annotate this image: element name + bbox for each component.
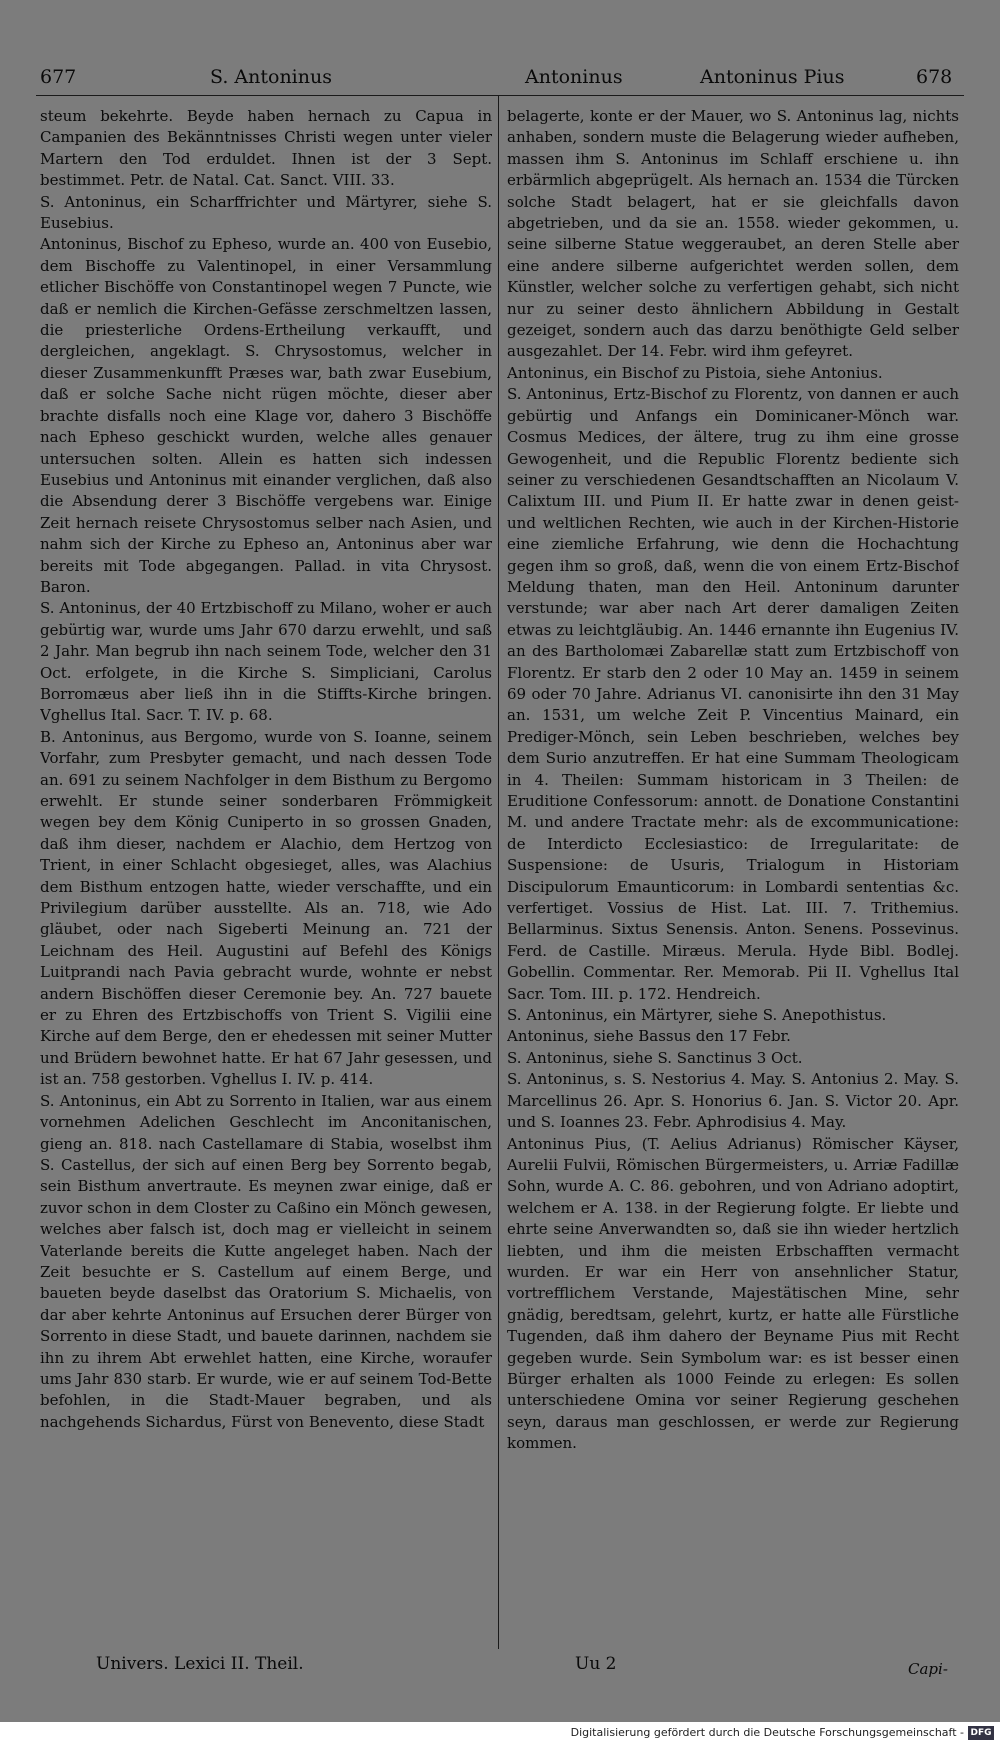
catchword: Capi- xyxy=(908,1660,948,1678)
right-entry: S. Antoninus, ein Märtyrer, siehe S. Anepothistus. xyxy=(507,1006,887,1025)
right-entry: Antoninus Pius, (T. Aelius Adrianus) Römischer Käyser, Aurelii Fulvii, Römischen Bürgermeisters, u. Arriæ Fadillæ Sohn, wurde A. C. 86. gebohren, und von Adriano adoptirt, welchem er A. 138. in der Regierung folgte. Er liebte und ehrte seine Anverwandten so, daß sie ihn wieder hertzlich liebten, und ihm die meisten Erbschafften vermacht wurden. Er war ein Herr von ansehnlicher Statur, vortrefflichem Verstande, Majestätischen Mine, sehr gnädig, beredtsam, gelehrt, kurtz, er hatte alle Fürstliche Tugenden, daß ihm dahero der Beyname Pius mit Recht gegeben wurde. Sein Symbolum war: es ist besser einen Bürger erhalten als 1000 Feinde zu erlegen: Es sollen unterschiedene Omina vor seiner Regierung geschehen seyn, daraus man geschlossen, er werde zur Regierung kommen. xyxy=(507,1134,959,1453)
right-entry: Antoninus, siehe Bassus den 17 Febr. xyxy=(507,1027,791,1046)
right-entry: S. Antoninus, s. S. Nestorius 4. May. S. Antonius 2. May. S. Marcellinus 26. Apr. S. Honorius 6. Jan. S. Victor 20. Apr. und S. Ioannes 23. Febr. Aphrodisius 4. May. xyxy=(507,1070,959,1132)
right-entry: belagerte, konte er der Mauer, wo S. Antoninus lag, nichts anhaben, sondern muste die Belagerung wieder aufheben, massen ihm S. Antoninus im Schlaff erschiene u. ihn erbärmlich abgeprügelt. Als hernach an. 1534 die Türcken solche Stadt belagert, hat er sie gleichfalls davon abgetrieben, und da sie an. 1558. wieder gekommen, u. seine silberne Statue weggeraubet, an deren Stelle aber eine andere silberne aufgerichtet werden sollen, dem Künstler, welcher solche zu verfertigen gehabt, sich nicht nur zu seiner desto ähnlichern Abbildung in Gestalt gezeiget, sondern auch das darzu benöthigte Geld selber ausgezahlet. Der 14. Febr. wird ihm gefeyret. xyxy=(507,107,959,361)
left-entry: steum bekehrte. Beyde haben hernach zu Capua in Campanien des Bekänntnisses Christi wegen unter vieler Martern den Tod erduldet. Ihnen ist der 3 Sept. bestimmet. Petr. de Natal. Cat. Sanct. VIII. 33. xyxy=(40,107,492,190)
left-entry: S. Antoninus, ein Scharffrichter und Märtyrer, siehe S. Eusebius. xyxy=(40,192,492,233)
left-entry: Antoninus, Bischof zu Epheso, wurde an. 400 von Eusebio, dem Bischoffe zu Valentinopel, in einer Versammlung etlicher Bischöffe von Constantinopel wegen 7 Puncte, wie daß er nemlich die Kirchen-Gefässe zerschmeltzen lassen, die priesterliche Ordens-Ertheilung verkaufft, und dergleichen, angeklagt. S. Chrysostomus, welcher in dieser Zusammenkunfft Præses war, bath zwar Eusebium, daß er solche Sache nicht rügen möchte, dieser aber brachte disfalls noch eine Klage vor, dahero 3 Bischöffe nach Epheso geschickt wurden, welche alles genauer untersuchen solten. Allein es hatten sich indessen Eusebius und Antoninus mit einander verglichen, daß also die Absendung derer 3 Bischöffe vergebens war. Einige Zeit hernach reisete Chrysostomus selber nach Asien, und nahm sich der Kirche zu Epheso an, Antoninus aber war bereits mit Tode abgegangen. Pallad. in vita Chrysost. Baron. xyxy=(40,235,492,596)
left-entry: B. Antoninus, aus Bergomo, wurde von S. Ioanne, seinem Vorfahr, zum Presbyter gemacht, und nach dessen Tode an. 691 zu seinem Nachfolger in dem Bisthum zu Bergomo erwehlt. Er stunde seiner sonderbaren Frömmigkeit wegen bey dem König Cuniperto in so grossen Gnaden, daß ihm dieser, nachdem er Alachio, dem Hertzog von Trient, in einer Schlacht obgesieget, alles, was Alachius dem Bisthum entzogen hatte, wieder verschaffte, und ein Privilegium darüber ausstellte. Als an. 718, wie Ado gläubet, oder nach Sigeberti Meinung an. 721 der Leichnam des Heil. Augustini auf Befehl des Königs Luitprandi nach Pavia gebracht wurde, wohnte er nebst andern Bischöffen dieser Ceremonie bey. An. 727 bauete er zu Ehren des Ertzbischoffs von Trient S. Vigilii eine Kirche auf dem Berge, den er ehedessen mit seiner Mutter und Brüdern bewohnet hatte. Er hat 67 Jahr gesessen, und ist an. 758 gestorben. Vghellus I. IV. p. 414. xyxy=(40,727,492,1089)
footer-credit: Digitalisierung gefördert durch die Deutsche Forschungsgemeinschaft - xyxy=(570,1726,964,1739)
right-entry: S. Antoninus, Ertz-Bischof zu Florentz, von dannen er auch gebürtig und Anfangs ein Dominicaner-Mönch war. Cosmus Medices, der ältere, trug zu ihm eine grosse Gewogenheit, und die Republic Florentz bediente sich seiner zu verschiedenen Gesandtschafften an Nicolaum V. Calixtum III. und Pium II. Er hatte zwar in denen geist- und weltlichen Rechten, wie auch in der Kirchen-Historie eine ziemliche Erfahrung, wie denn die Hochachtung gegen ihm so groß, daß, wenn die von einem Ertz-Bischof Meldung thaten, man den Heil. Antoninum darunter verstunde; war aber nach Art derer damaligen Zeiten etwas zu leichtgläubig. An. 1446 ernannte ihn Eugenius IV. an des Bartholomæi Zabarellæ statt zum Ertzbischoff von Florentz. Er starb den 2 oder 10 May an. 1459 in seinem 69 oder 70 Jahre. Adrianus VI. canonisirte ihn den 31 May an. 1531, um welche Zeit P. Vincentius Mainard, ein Prediger-Mönch, sein Leben beschrieben, welches bey dem Surio anzutreffen. Er hat eine Summam Theologicam in 4. Theilen: Summam historicam in 3 Theilen: de Eruditione Confessorum: annott. de Donatione Constantini M. und andere Tractate mehr: als de excommunicatione: de Interdicto Ecclesiastico: de Irregularitate: de Suspensione: de Usuris, Trialogum in Historiam Discipulorum Emaunticorum: in Lombardi sententias &c. verfertiget. Vossius de Hist. Lat. III. 7. Trithemius. Bellarminus. Sixtus Senensis. Anton. Senens. Possevinus. Ferd. de Castille. Miræus. Merula. Hyde Bibl. Bodlej. Gobellin. Commentar. Rer. Memorab. Pii II. Vghellus Ital Sacr. Tom. III. p. 172. Hendreich. xyxy=(507,385,959,1003)
right-column xyxy=(507,106,959,1646)
running-title-center: Antoninus xyxy=(525,66,623,88)
left-entry: S. Antoninus, der 40 Ertzbischoff zu Milano, woher er auch gebürtig war, wurde ums Jahr 670 darzu erwehlt, und saß 2 Jahr. Man begrub ihn nach seinem Tode, welcher den 31 Oct. erfolgete, in die Kirche S. Simpliciani, Carolus Borromæus aber ließ ihn in die Stiffts-Kirche bringen. Vghellus Ital. Sacr. T. IV. p. 68. xyxy=(40,599,492,725)
page-number-right: 678 xyxy=(916,66,953,88)
footer-bar xyxy=(0,1722,1000,1744)
right-entry: Antoninus, ein Bischof zu Pistoia, siehe Antonius. xyxy=(507,363,883,382)
running-title-right: Antoninus Pius xyxy=(700,66,845,88)
signature-mark: Uu 2 xyxy=(575,1654,617,1674)
page-number-left: 677 xyxy=(40,66,77,88)
dfg-logo: DFG xyxy=(968,1726,994,1740)
column-divider xyxy=(498,96,499,1649)
right-entry: S. Antoninus, siehe S. Sanctinus 3 Oct. xyxy=(507,1048,803,1067)
header-rule xyxy=(36,95,964,96)
left-entry: S. Antoninus, ein Abt zu Sorrento in Italien, war aus einem vornehmen Adelichen Geschlecht im Anconitanischen, gieng an. 818. nach Castellamare di Stabia, woselbst ihm S. Castellus, der sich auf einen Berg bey Sorrento begab, sein Bisthum anvertraute. Es meynen zwar einige, daß er zuvor schon in dem Closter zu Caßino ein Mönch gewesen, welches aber falsch ist, doch mag er vielleicht in seinem Vaterlande bereits die Kutte angeleget haben. Nach der Zeit besuchte er S. Castellum auf einem Berge, und baueten beyde daselbst das Oratorium S. Michaelis, von dar aber kehrte Antoninus auf Ersuchen derer Bürger von Sorrento in diese Stadt, und bauete darinnen, nachdem sie ihn zu ihrem Abt erwehlet hatten, eine Kirche, woraufer ums Jahr 830 starb. Er wurde, wie er auf seinem Tod-Bette befohlen, in die Stadt-Mauer begraben, und als nachgehends Sichardus, Fürst von Benevento, diese Stadt xyxy=(40,1091,492,1431)
running-title-left: S. Antoninus xyxy=(210,66,332,88)
left-column xyxy=(40,106,492,1646)
signature-line: Univers. Lexici II. Theil. xyxy=(96,1654,304,1674)
